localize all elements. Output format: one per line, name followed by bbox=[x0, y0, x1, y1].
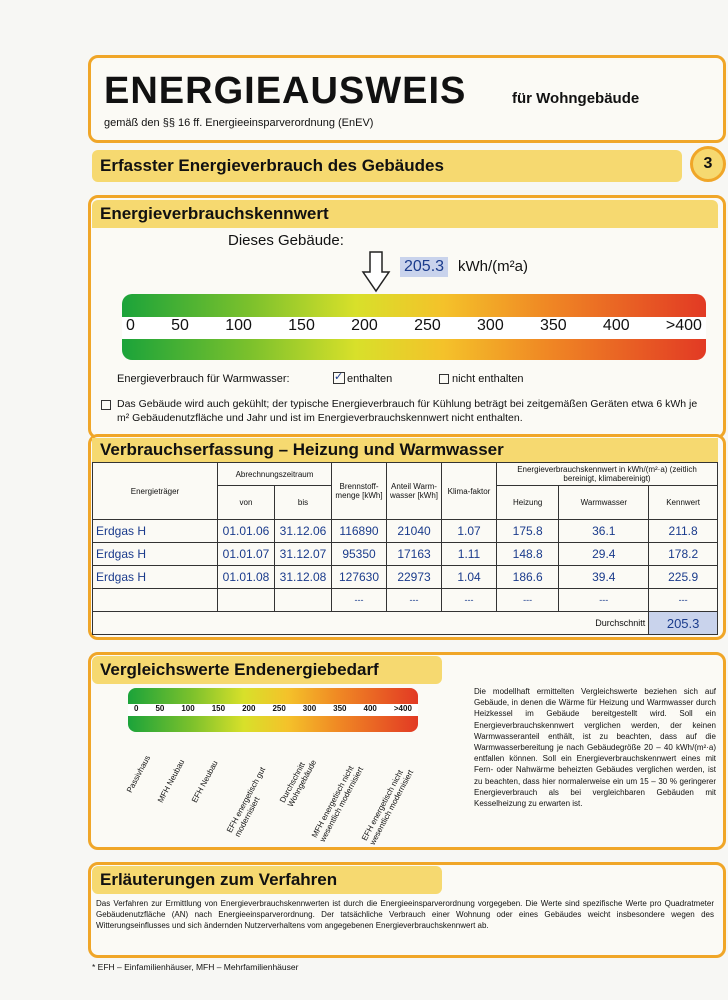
table-row bbox=[93, 566, 718, 589]
table-cell: 31.12.07 bbox=[275, 543, 332, 566]
scale-tick: 400 bbox=[363, 704, 377, 713]
table-cell: 116890 bbox=[332, 520, 387, 543]
table-cell: --- bbox=[559, 589, 649, 612]
table-cell: 39.4 bbox=[559, 566, 649, 589]
col-warmwasser: Warmwasser bbox=[559, 486, 649, 520]
table-cell bbox=[275, 589, 332, 612]
nicht-enthalten-label: nicht enthalten bbox=[452, 373, 524, 385]
table-cell: 211.8 bbox=[649, 520, 718, 543]
section-title: Erfasster Energieverbrauch des Gebäudes bbox=[92, 150, 682, 182]
table-cell: 1.07 bbox=[442, 520, 497, 543]
scale-tick: >400 bbox=[665, 317, 702, 334]
table-cell: 31.12.06 bbox=[275, 520, 332, 543]
document-title: ENERGIEAUSWEIS bbox=[104, 70, 467, 112]
value-unit: kWh/(m²a) bbox=[458, 258, 528, 275]
scale-tick: 50 bbox=[171, 317, 189, 334]
warmwasser-label: Energieverbrauch für Warmwasser: bbox=[117, 373, 290, 385]
table-cell: 31.12.08 bbox=[275, 566, 332, 589]
table-cell: 17163 bbox=[387, 543, 442, 566]
comparison-label: Passivhaus bbox=[125, 753, 153, 795]
table-cell: 01.01.08 bbox=[218, 566, 275, 589]
comparison-label: EFH Neubau bbox=[190, 759, 220, 805]
page-number: 3 bbox=[690, 146, 726, 182]
value-box bbox=[400, 257, 448, 277]
scale-tick: 350 bbox=[333, 704, 347, 713]
scale-tick: 150 bbox=[288, 317, 315, 334]
scale-tick: 150 bbox=[211, 704, 226, 713]
comparison-label: EFH energetisch gut modernisiert bbox=[225, 765, 268, 839]
table-cell bbox=[93, 589, 218, 612]
comparison-label: MFH Neubau bbox=[156, 757, 187, 805]
footnote: * EFH – Einfamilienhäuser, MFH – Mehrfamilienhäuser bbox=[92, 962, 299, 972]
checkbox-nicht-enthalten[interactable] bbox=[439, 374, 449, 384]
scale-tick: 400 bbox=[602, 317, 630, 334]
table-cell: 21040 bbox=[387, 520, 442, 543]
comparison-label: EFH energetisch nicht wesentlich modernisiert bbox=[360, 768, 416, 847]
vergleich-title: Vergleichswerte Endenergiebedarf bbox=[92, 656, 442, 684]
table-cell: --- bbox=[649, 589, 718, 612]
table-cell: Erdgas H bbox=[93, 566, 218, 589]
col-anteil-warmwasser: Anteil Warm-wasser [kWh] bbox=[387, 463, 442, 520]
table-cell bbox=[218, 589, 275, 612]
checkbox-enthalten[interactable]: ✓ bbox=[334, 371, 344, 383]
erlaeuterung-title: Erläuterungen zum Verfahren bbox=[92, 866, 442, 894]
table-cell: --- bbox=[332, 589, 387, 612]
col-energietraeger: Energieträger bbox=[93, 463, 218, 520]
scale-tick: 300 bbox=[477, 317, 504, 334]
scale-tick: 100 bbox=[181, 704, 195, 713]
table-cell: 1.04 bbox=[442, 566, 497, 589]
scale-tick: 250 bbox=[272, 704, 286, 713]
col-heizung: Heizung bbox=[497, 486, 559, 520]
kuehlung-note: Das Gebäude wird auch gekühlt; der typische Energieverbrauch für Kühlung beträgt bei zeitgemäßen Geräten etwa 6 kWh je m² Gebäudenutzfläche und Jahr und ist im Energieverbrauchskennwert nicht enthalten. bbox=[117, 398, 698, 424]
table-cell: 148.8 bbox=[497, 543, 559, 566]
value-arrow-icon bbox=[361, 251, 391, 293]
scale-tick: 250 bbox=[414, 317, 441, 334]
table-cell: 127630 bbox=[332, 566, 387, 589]
table-row bbox=[93, 543, 718, 566]
col-klimafaktor: Klima-faktor bbox=[442, 463, 497, 520]
table-cell: 186.6 bbox=[497, 566, 559, 589]
table-cell: 175.8 bbox=[497, 520, 559, 543]
table-row bbox=[93, 520, 718, 543]
scale-tick: 50 bbox=[155, 704, 165, 713]
table-cell: Erdgas H bbox=[93, 543, 218, 566]
comparison-gauge-scale bbox=[128, 704, 418, 716]
average-value: 205.3 bbox=[649, 612, 718, 635]
col-von: von bbox=[218, 486, 275, 520]
enthalten-label: enthalten bbox=[347, 373, 393, 385]
col-brennstoff: Brennstoff-menge [kWh] bbox=[332, 463, 387, 520]
table-cell: 178.2 bbox=[649, 543, 718, 566]
table-cell: 01.01.06 bbox=[218, 520, 275, 543]
table-cell: Erdgas H bbox=[93, 520, 218, 543]
col-bis: bis bbox=[275, 486, 332, 520]
table-row bbox=[93, 589, 718, 612]
col-kennwert-group: Energieverbrauchskennwert in kWh/(m²·a) (zeitlich bereinigt, klimabereinigt) bbox=[497, 463, 718, 486]
scale-tick: >400 bbox=[393, 704, 412, 713]
value-text: 205.3 bbox=[404, 258, 445, 275]
comparison-label: Durchschnitt Wohngebäude bbox=[278, 758, 319, 809]
verbrauch-title: Verbrauchserfassung – Heizung und Warmwasser bbox=[92, 438, 718, 462]
vergleich-text: Die modellhaft ermittelten Vergleichswerte beziehen sich auf Gebäude, in denen die Wärme für Heizung und Warmwasser durch Heizkessel im Gebäude bereitgestellt wird. Soll ein Energieverbrauchskennwert verglichen werden, der keinen Warmwasseranteil enthält, ist zu beachten, dass auf die Warmwasserbereitung je nach Gebäudegröße 20 – 40 kWh/(m²·a) entfallen können. Soll ein Energieverbrauchskennwert eines mit Fern- oder Nahwärme beheizten Gebäudes verglichen werden, ist zu beachten, dass hier normalerweise ein um 15 – 30 % geringerer Energieverbrauch als bei vergleichbaren Gebäuden mit Kesselheizung zu erwarten ist. bbox=[474, 687, 716, 809]
table-cell: --- bbox=[497, 589, 559, 612]
table-cell: 95350 bbox=[332, 543, 387, 566]
scale-tick: 0 bbox=[126, 317, 135, 334]
table-cell: 01.01.07 bbox=[218, 543, 275, 566]
energy-gauge-scale bbox=[122, 317, 706, 339]
comparison-label: MFH energetisch nicht wesentlich modernisiert bbox=[310, 764, 366, 844]
scale-tick: 100 bbox=[225, 317, 252, 334]
regulation-line: gemäß den §§ 16 ff. Energieeinsparverordnung (EnEV) bbox=[104, 117, 374, 129]
table-cell: 29.4 bbox=[559, 543, 649, 566]
col-zeitraum: Abrechnungszeitraum bbox=[218, 463, 332, 486]
average-row bbox=[93, 612, 718, 635]
table-cell: 1.11 bbox=[442, 543, 497, 566]
dieses-gebaeude-label: Dieses Gebäude: bbox=[228, 232, 344, 249]
erlaeuterung-text: Das Verfahren zur Ermittlung von Energieverbrauchskennwerten ist durch die Energieeinsparverordnung vorgegeben. Die Werte sind spezifische Werte pro Quadratmeter Gebäudenutzfläche (AN) nach Energieeinsparverordnung. Der tatsächliche Verbrauch einer Wohnung oder eines Gebäudes weicht insbesondere wegen des Witterungseinflusses und sich ändernden Nutzerverhaltens vom angegebenen Energieverbrauchskennwert ab. bbox=[96, 899, 714, 930]
scale-tick: 300 bbox=[302, 704, 317, 713]
scale-tick: 200 bbox=[351, 317, 378, 334]
scale-tick: 0 bbox=[134, 704, 139, 713]
table-cell: 22973 bbox=[387, 566, 442, 589]
table-cell: 225.9 bbox=[649, 566, 718, 589]
col-kennwert: Kennwert bbox=[649, 486, 718, 520]
scale-tick: 350 bbox=[539, 317, 567, 334]
table-cell: 36.1 bbox=[559, 520, 649, 543]
kennwert-title: Energieverbrauchskennwert bbox=[92, 200, 718, 228]
table-cell: --- bbox=[387, 589, 442, 612]
table-cell: --- bbox=[442, 589, 497, 612]
checkbox-kuehlung[interactable] bbox=[101, 400, 111, 410]
consumption-table bbox=[92, 462, 718, 635]
average-label: Durchschnitt bbox=[93, 612, 649, 635]
scale-tick: 200 bbox=[242, 704, 256, 713]
document-subtitle: für Wohngebäude bbox=[512, 90, 640, 107]
